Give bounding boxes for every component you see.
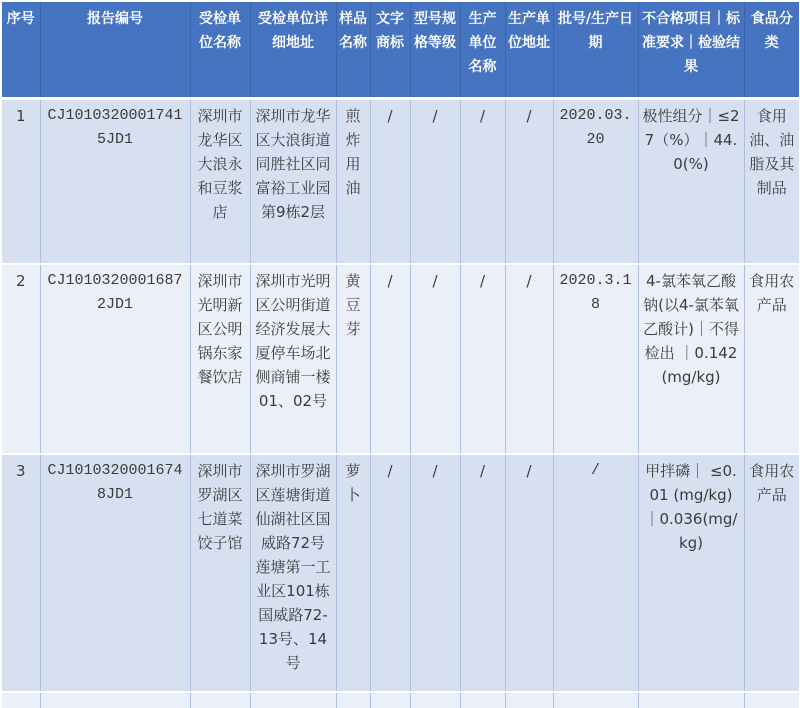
cell-violation: 甲拌磷｜ ≤0.01 (mg/kg) ｜0.036(mg/kg)	[638, 454, 744, 692]
cell-unit-name: 深圳市罗湖区七道菜饺子馆	[190, 454, 250, 692]
cell-serial: 1	[2, 98, 40, 264]
table-row	[2, 454, 799, 692]
cell-unit-name: 深圳市龙华区大浪永和豆浆店	[190, 98, 250, 264]
cell-trademark: /	[370, 454, 410, 692]
header-trademark: 文字商标	[370, 2, 410, 98]
table-row-partial	[2, 692, 799, 708]
header-row	[2, 2, 799, 98]
table-row	[2, 98, 799, 264]
cell-trademark: /	[370, 98, 410, 264]
header-unit-address: 受检单位详细地址	[250, 2, 336, 98]
header-report-no: 报告编号	[40, 2, 190, 98]
cell-report-no: CJ10103200016748JD1	[40, 454, 190, 692]
header-unit-name: 受检单位名称	[190, 2, 250, 98]
cell-sample-name: 煎炸用油	[336, 98, 370, 264]
cell-unit-name: 深圳市光明新区公明锅东家餐饮店	[190, 264, 250, 454]
header-sample-name: 样品名称	[336, 2, 370, 98]
cell-producer-address: /	[505, 454, 553, 692]
cell-producer-name: /	[460, 454, 505, 692]
cell-violation: 4-氯苯氧乙酸钠(以4-氯苯氧乙酸计)｜不得检出 ｜0.142(mg/kg)	[638, 264, 744, 454]
inspection-results-table	[2, 2, 799, 708]
cell-unit-address: 深圳市光明区公明街道经济发展大厦停车场北侧商铺一楼01、02号	[250, 264, 336, 454]
cell-serial: 3	[2, 454, 40, 692]
cell-spec-grade: /	[410, 264, 460, 454]
cell-producer-name: /	[460, 98, 505, 264]
cell-producer-address: /	[505, 98, 553, 264]
header-producer-name: 生产单位名称	[460, 2, 505, 98]
cell-unit-address: 深圳市罗湖区莲塘街道仙湖社区国威路72号莲塘第一工业区101栋国威路72-13号、14号	[250, 454, 336, 692]
table-row	[2, 264, 799, 454]
cell-food-category: 食用农产品	[744, 454, 799, 692]
cell-food-category: 食用油、油脂及其制品	[744, 98, 799, 264]
cell-serial: 2	[2, 264, 40, 454]
cell-batch-date: /	[553, 454, 638, 692]
header-spec-grade: 型号规格等级	[410, 2, 460, 98]
cell-batch-date: 2020.3.18	[553, 264, 638, 454]
header-batch-date: 批号/生产日期	[553, 2, 638, 98]
header-serial: 序号	[2, 2, 40, 98]
cell-food-category: 食用农产品	[744, 264, 799, 454]
cell-producer-address: /	[505, 264, 553, 454]
cell-report-no: CJ10103200017415JD1	[40, 98, 190, 264]
header-producer-address: 生产单位地址	[505, 2, 553, 98]
cell-spec-grade: /	[410, 98, 460, 264]
cell-batch-date: 2020.03.20	[553, 98, 638, 264]
cell-spec-grade: /	[410, 454, 460, 692]
header-food-category: 食品分类	[744, 2, 799, 98]
cell-sample-name: 黄豆芽	[336, 264, 370, 454]
cell-producer-name: /	[460, 264, 505, 454]
cell-unit-address: 深圳市龙华区大浪街道同胜社区同富裕工业园第9栋2层	[250, 98, 336, 264]
cell-trademark: /	[370, 264, 410, 454]
cell-report-no: CJ10103200016872JD1	[40, 264, 190, 454]
header-violation: 不合格项目｜标准要求｜检验结果	[638, 2, 744, 98]
cell-violation: 极性组分｜≤27（%）｜44.0(%)	[638, 98, 744, 264]
cell-sample-name: 萝卜	[336, 454, 370, 692]
